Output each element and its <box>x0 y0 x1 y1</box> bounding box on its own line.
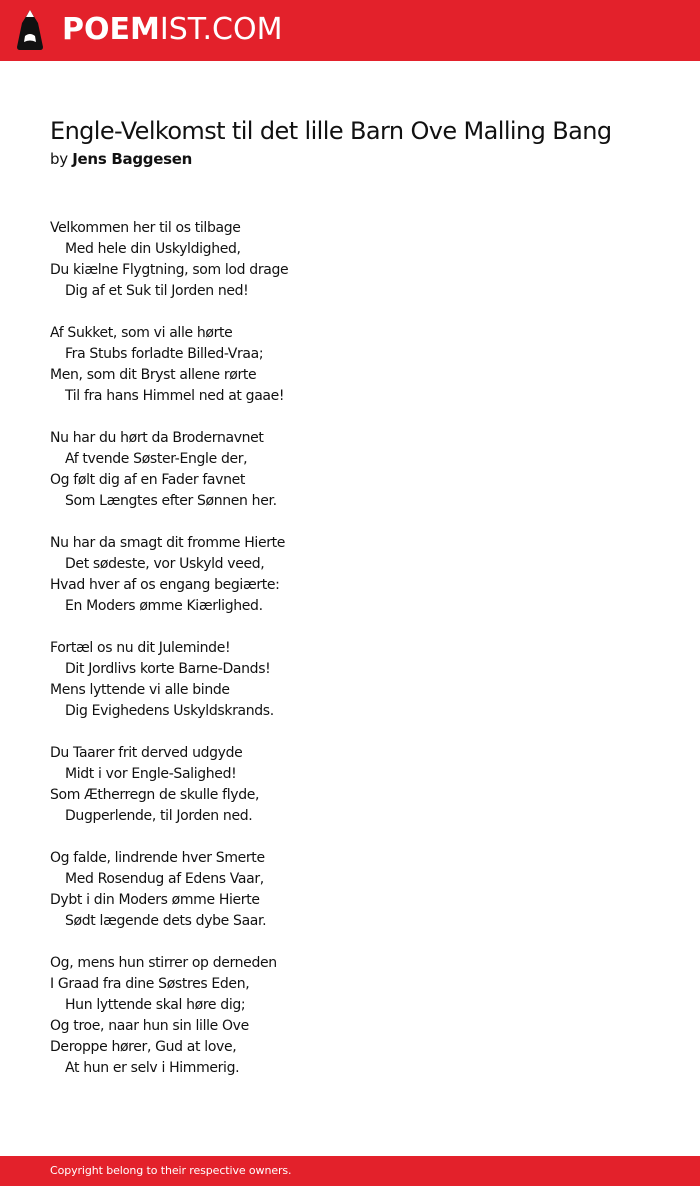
pencil-tip-icon[interactable] <box>16 9 44 51</box>
poem-stanza <box>50 428 650 512</box>
poem-title: Engle-Velkomst til det lille Barn Ove Malling Bang <box>50 117 612 145</box>
poem-line: En Moders ømme Kiærlighed. <box>65 598 263 614</box>
site-logo[interactable] <box>62 13 282 47</box>
poem-line: Af Sukket, som vi alle hørte <box>50 325 233 341</box>
poem-line: Du Taarer frit derved udgyde <box>50 745 243 761</box>
poem-line: Midt i vor Engle-Salighed! <box>65 766 237 782</box>
by-label: by <box>50 150 68 168</box>
poem-stanza <box>50 848 650 932</box>
poem-line: Hvad hver af os engang begiærte: <box>50 577 280 593</box>
poem-line: Fra Stubs forladte Billed-Vraa; <box>65 346 264 362</box>
poem-line: Fortæl os nu dit Juleminde! <box>50 640 231 656</box>
poem-line: Dybt i din Moders ømme Hierte <box>50 892 260 908</box>
poem-line: Som Ætherregn de skulle flyde, <box>50 787 260 803</box>
poem-line: Velkommen her til os tilbage <box>50 220 241 236</box>
poem-line: Og falde, lindrende hver Smerte <box>50 850 265 866</box>
poem-line: Dig af et Suk til Jorden ned! <box>65 283 249 299</box>
poem-line: I Graad fra dine Søstres Eden, <box>50 976 250 992</box>
poem-line: Og, mens hun stirrer op derneden <box>50 955 277 971</box>
poem-stanza <box>50 218 650 302</box>
header-bar <box>0 0 700 61</box>
poem-line: Deroppe hører, Gud at love, <box>50 1039 237 1055</box>
poem-line: Nu har du hørt da Brodernavnet <box>50 430 264 446</box>
poem-line: Af tvende Søster-Engle der, <box>65 451 248 467</box>
poem-line: Men, som dit Bryst allene rørte <box>50 367 257 383</box>
poem-line: Nu har da smagt dit fromme Hierte <box>50 535 286 551</box>
logo-bold-text: POEM <box>62 12 160 47</box>
poem-stanza <box>50 638 650 722</box>
poem-stanza <box>50 743 650 827</box>
poem-line: Du kiælne Flygtning, som lod drage <box>50 262 289 278</box>
poem-stanza <box>50 953 650 1079</box>
poem-line: Som Længtes efter Sønnen her. <box>65 493 277 509</box>
poem-line: Det sødeste, vor Uskyld veed, <box>65 556 265 572</box>
poem-line: Og troe, naar hun sin lille Ove <box>50 1018 249 1034</box>
poem-line: Med hele din Uskyldighed, <box>65 241 241 257</box>
poem-line: Sødt lægende dets dybe Saar. <box>65 913 267 929</box>
poem-stanza <box>50 533 650 617</box>
poem-stanza <box>50 323 650 407</box>
copyright-text: Copyright belong to their respective owners. <box>50 1164 292 1177</box>
footer-bar <box>0 1156 700 1186</box>
poem-line: Til fra hans Himmel ned at gaae! <box>65 388 285 404</box>
author-name: Jens Baggesen <box>72 150 192 168</box>
poem-line: Og følt dig af en Fader favnet <box>50 472 246 488</box>
poem-line: At hun er selv i Himmerig. <box>65 1060 240 1076</box>
logo-light-text: IST.COM <box>159 12 283 47</box>
poem-line: Dugperlende, til Jorden ned. <box>65 808 253 824</box>
poem-body <box>50 218 650 1100</box>
byline <box>50 148 192 170</box>
poem-line: Med Rosendug af Edens Vaar, <box>65 871 264 887</box>
poem-line: Mens lyttende vi alle binde <box>50 682 230 698</box>
poem-line: Dig Evighedens Uskyldskrands. <box>65 703 274 719</box>
poem-line: Dit Jordlivs korte Barne-Dands! <box>65 661 271 677</box>
poem-line: Hun lyttende skal høre dig; <box>65 997 246 1013</box>
